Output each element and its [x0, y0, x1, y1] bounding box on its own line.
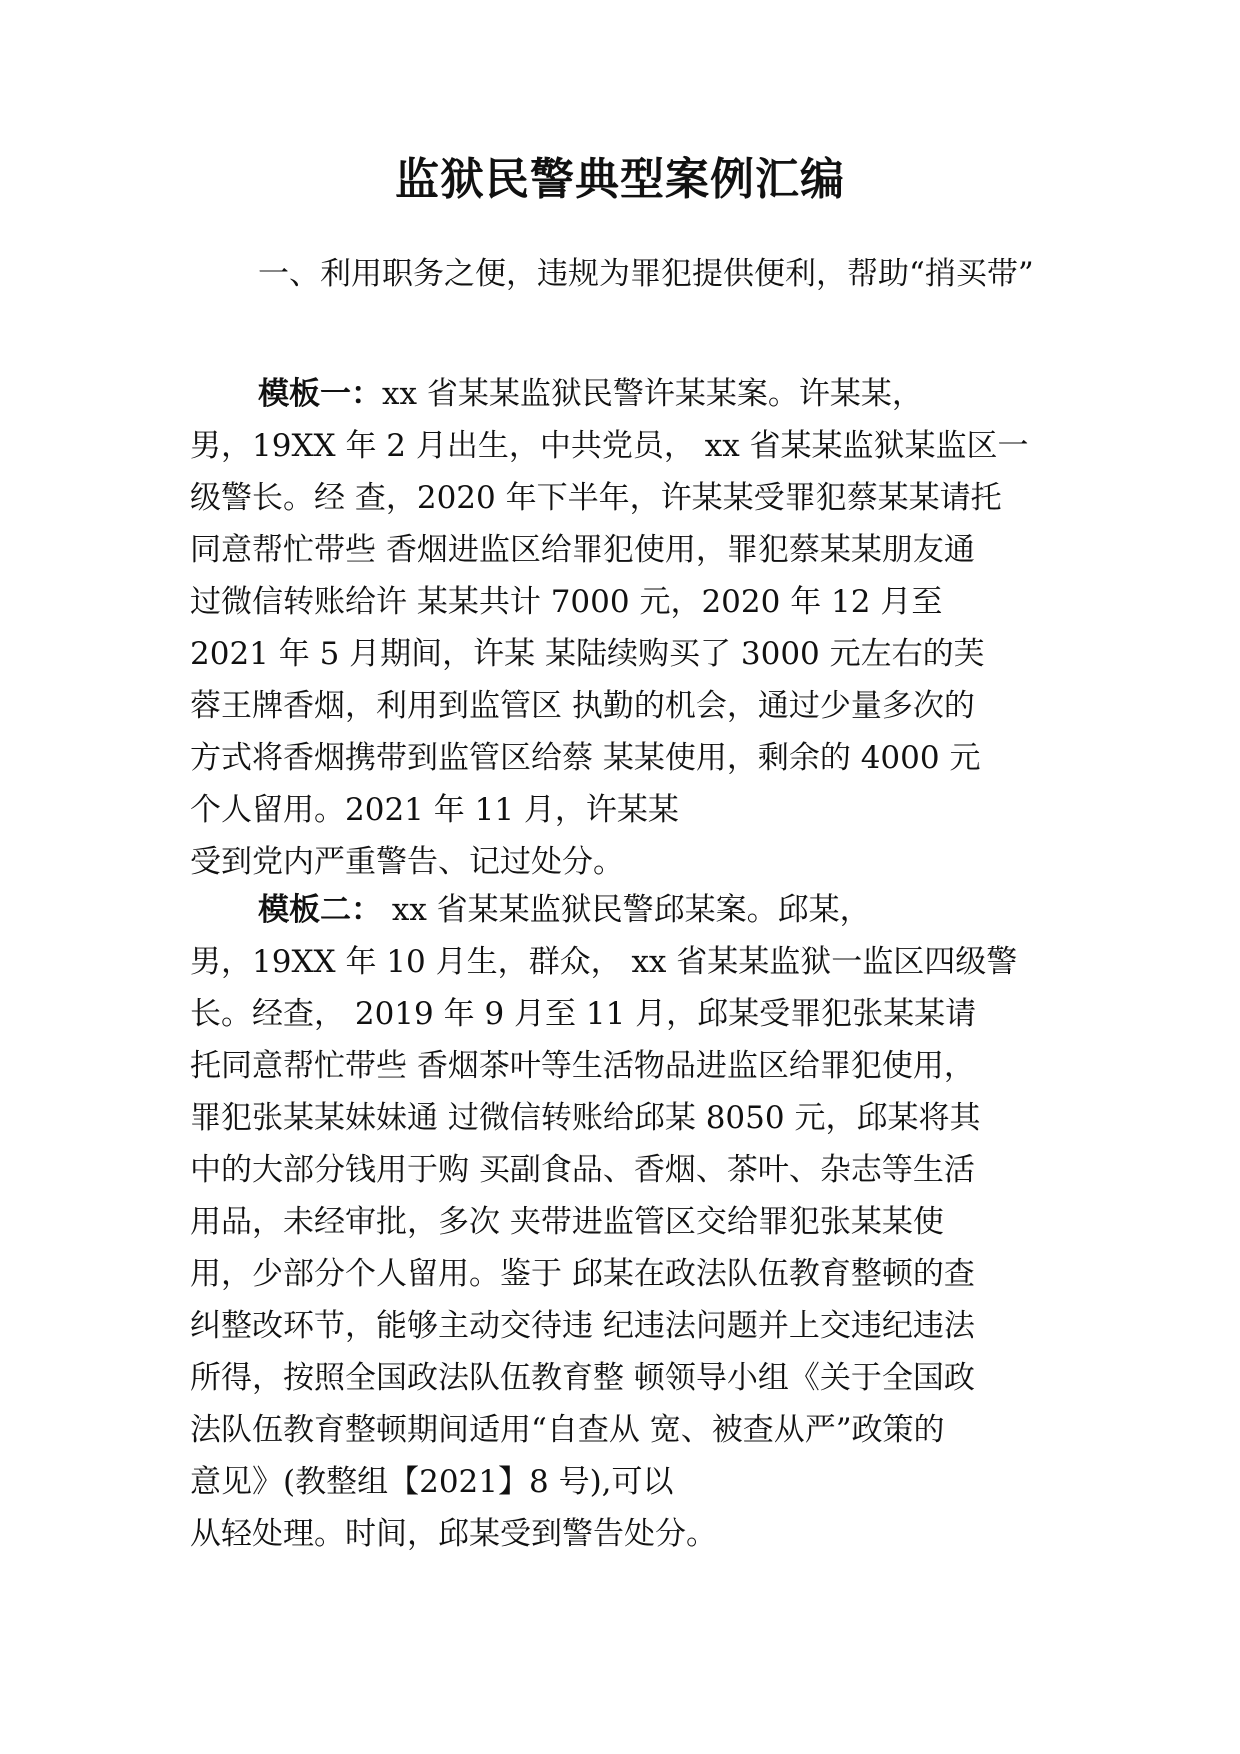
case-line: 所得，按照全国政法队伍教育整 顿领导小组《关于全国政: [190, 1360, 975, 1396]
case-line: 法队伍教育整顿期间适用“自查从 宽、被查从严”政策的: [190, 1412, 945, 1448]
case-line: 意见》(教整组【2021】8 号),可以: [190, 1464, 674, 1500]
section-heading: 一、利用职务之便，违规为罪犯提供便利，帮助“捎买带”: [258, 256, 1034, 292]
case-line: 过微信转账给许 某某共计 7000 元，2020 年 12 月至: [190, 584, 943, 620]
case-line: 同意帮忙带些 香烟进监区给罪犯使用，罪犯蔡某某朋友通: [190, 532, 975, 568]
case-line: 受到党内严重警告、记过处分。: [190, 844, 624, 880]
case-line: 2021 年 5 月期间，许某 某陆续购买了 3000 元左右的芙: [190, 636, 985, 672]
document-title: 监狱民警典型案例汇编: [395, 154, 845, 205]
case-line: 用，少部分个人留用。鉴于 邱某在政法队伍教育整顿的查: [190, 1256, 975, 1292]
case-line: 从轻处理。时间，邱某受到警告处分。: [190, 1516, 717, 1552]
case-line: 罪犯张某某妹妹通 过微信转账给邱某 8050 元，邱某将其: [190, 1100, 981, 1136]
case-line: 方式将香烟携带到监管区给蔡 某某使用，剩余的 4000 元: [190, 740, 981, 776]
case-line: 级警长。经 查，2020 年下半年，许某某受罪犯蔡某某请托: [190, 480, 1002, 516]
case-paragraph-1: [190, 368, 1070, 888]
case-line: 模板二： xx 省某某监狱民警邱某案。邱某，: [258, 892, 871, 928]
case-line: 模板一：xx 省某某监狱民警许某某案。许某某，: [258, 376, 923, 412]
case-label: 模板一：: [258, 376, 382, 412]
case-label: 模板二：: [258, 892, 382, 928]
case-line: 用品，未经审批，多次 夹带进监管区交给罪犯张某某使: [190, 1204, 944, 1240]
case-line: 蓉王牌香烟，利用到监管区 执勤的机会，通过少量多次的: [190, 688, 975, 724]
case-line: 男，19XX 年 10 月生，群众， xx 省某某监狱一监区四级警: [190, 944, 1018, 980]
case-line: 托同意帮忙带些 香烟茶叶等生活物品进监区给罪犯使用，: [190, 1048, 975, 1084]
case-line: 中的大部分钱用于购 买副食品、香烟、茶叶、杂志等生活: [190, 1152, 975, 1188]
case-line: 纠整改环节，能够主动交待违 纪违法问题并上交违纪违法: [190, 1308, 975, 1344]
case-paragraph-2: [190, 884, 1070, 1560]
case-line: 个人留用。2021 年 11 月，许某某: [190, 792, 679, 828]
case-line: 长。经查， 2019 年 9 月至 11 月，邱某受罪犯张某某请: [190, 996, 977, 1032]
case-line: 男，19XX 年 2 月出生，中共党员， xx 省某某监狱某监区一: [190, 428, 1029, 464]
